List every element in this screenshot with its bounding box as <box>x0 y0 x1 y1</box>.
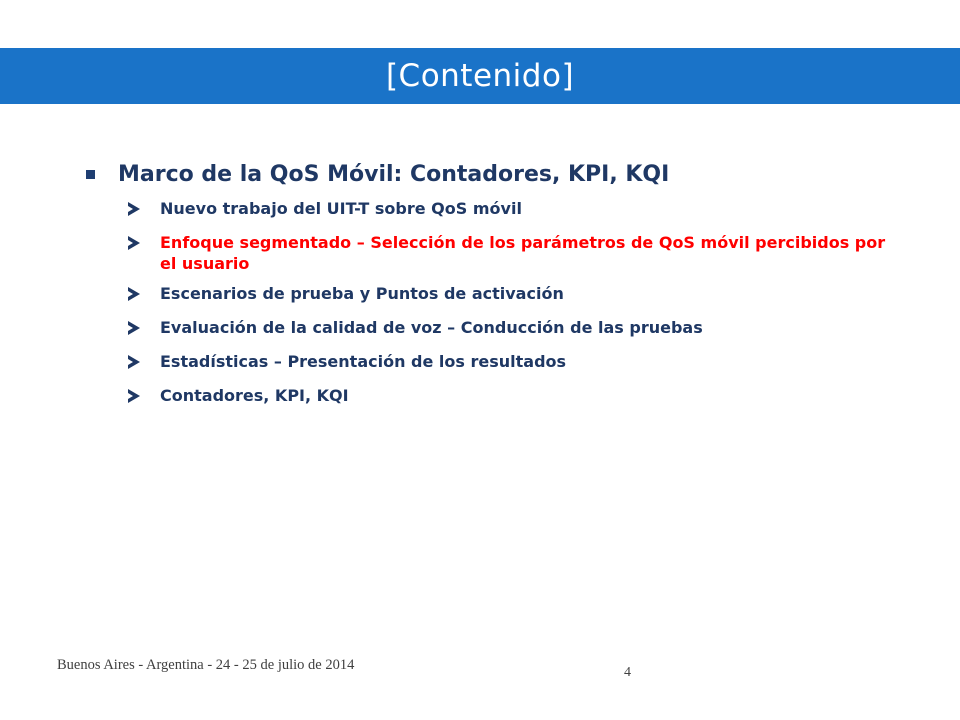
square-bullet-icon <box>86 160 118 190</box>
arrow-bullet-icon <box>128 232 160 257</box>
sub-bullet-item <box>128 351 906 376</box>
main-bullet-label: Marco de la QoS Móvil: Contadores, KPI, KQI <box>118 162 670 187</box>
sub-bullet-item <box>128 198 906 223</box>
arrow-bullet-icon <box>128 198 160 223</box>
sub-bullet-label: Nuevo trabajo del UIT-T sobre QoS móvil <box>160 199 522 218</box>
sub-bullet-label: Estadísticas – Presentación de los resultados <box>160 352 567 371</box>
sub-bullet-item <box>128 317 906 342</box>
arrow-bullet-icon <box>128 317 160 342</box>
sub-bullet-list <box>128 198 906 410</box>
arrow-bullet-icon <box>128 283 160 308</box>
sub-bullet-item <box>128 232 906 274</box>
page-number: 4 <box>624 665 631 680</box>
arrow-bullet-icon <box>128 385 160 410</box>
sub-bullet-label: Contadores, KPI, KQI <box>160 386 349 405</box>
sub-bullet-label-highlighted: Enfoque segmentado – Selección de los parámetros de QoS móvil percibidos por el usuario <box>160 233 886 273</box>
slide-footer: Buenos Aires - Argentina - 24 - 25 de julio de 2014 <box>57 657 355 673</box>
sub-bullet-item <box>128 283 906 308</box>
title-bar <box>0 48 960 104</box>
sub-bullet-label: Escenarios de prueba y Puntos de activación <box>160 284 564 303</box>
arrow-bullet-icon <box>128 351 160 376</box>
sub-bullet-item <box>128 385 906 410</box>
slide-title: [Contenido] <box>385 58 575 94</box>
main-bullet-item <box>86 160 906 190</box>
sub-bullet-label: Evaluación de la calidad de voz – Conducción de las pruebas <box>160 318 703 337</box>
slide-content <box>86 160 906 419</box>
